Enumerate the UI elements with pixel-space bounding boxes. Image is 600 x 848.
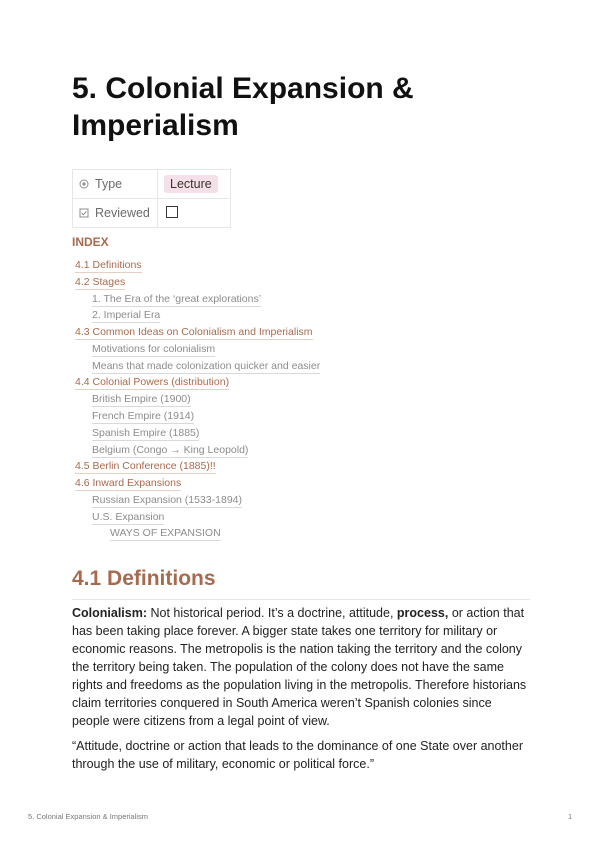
definition-term: Colonialism: xyxy=(72,606,148,620)
property-value-type[interactable] xyxy=(158,170,231,199)
toc-link[interactable]: 4.1 Definitions xyxy=(75,259,142,271)
toc-link[interactable]: WAYS OF EXPANSION xyxy=(110,527,221,539)
type-tag[interactable]: Lecture xyxy=(164,175,218,193)
property-key-reviewed xyxy=(73,199,158,228)
properties-table xyxy=(72,169,231,228)
toc-link[interactable]: Spanish Empire (1885) xyxy=(92,427,200,439)
toc-link[interactable]: 4.4 Colonial Powers (distribution) xyxy=(75,376,230,388)
property-key-label: Type xyxy=(95,177,123,191)
footer-title: 5. Colonial Expansion & Imperialism xyxy=(28,812,149,821)
property-row-reviewed xyxy=(73,199,231,228)
toc-link[interactable]: Russian Expansion (1533-1894) xyxy=(92,494,243,506)
toc-link[interactable]: U.S. Expansion xyxy=(92,511,165,523)
reviewed-checkbox[interactable] xyxy=(166,206,178,218)
toc-link[interactable]: 4.5 Berlin Conference (1885)!! xyxy=(75,460,216,472)
property-key-type xyxy=(73,170,158,199)
toc-link[interactable]: 1. The Era of the ‘great explorations’ xyxy=(92,293,262,305)
toc-link[interactable]: 4.2 Stages xyxy=(75,276,126,288)
circle-dot-icon xyxy=(79,179,89,189)
bold-text: process, xyxy=(396,606,449,620)
toc-link[interactable]: 4.3 Common Ideas on Colonialism and Imperialism xyxy=(75,326,313,338)
toc-link[interactable]: Belgium (Congo → King Leopold) xyxy=(92,444,249,456)
toc-link[interactable]: British Empire (1900) xyxy=(92,393,191,405)
toc-link[interactable]: 4.6 Inward Expansions xyxy=(75,477,182,489)
toc-link[interactable]: French Empire (1914) xyxy=(92,410,195,422)
paragraph-text: Not historical period. It’s a doctrine, attitude, xyxy=(147,606,397,620)
page-title: 5. Colonial Expansion & Imperialism xyxy=(72,72,414,142)
property-row-type xyxy=(73,170,231,199)
paragraph-text: or action that has been taking place forever. A bigger state takes one territory for military or economic reasons. The metropolis is the nation taking the territory and the colony the territory being taken. The population of the colony does not have the same rights and freedoms as the population living in the metropolis. Therefore historians claim territories conquered in South America weren’t Spanish colonies since people were citizens from a legal point of view. xyxy=(72,606,527,728)
section-heading: 4.1 Definitions xyxy=(72,565,530,600)
index-heading: INDEX xyxy=(72,235,109,249)
toc-link[interactable]: Means that made colonization quicker and easier xyxy=(92,360,321,372)
quote-paragraph: “Attitude, doctrine or action that leads to the dominance of one State over another through the use of military, economic or political force.” xyxy=(72,739,523,771)
checkbox-icon xyxy=(79,208,89,218)
definition-paragraph xyxy=(72,604,532,730)
property-value-reviewed xyxy=(158,199,231,228)
property-key-label: Reviewed xyxy=(95,206,150,220)
toc-link[interactable]: 2. Imperial Era xyxy=(92,309,161,321)
page-number: 1 xyxy=(568,812,573,821)
toc-link[interactable]: Motivations for colonialism xyxy=(92,343,216,355)
